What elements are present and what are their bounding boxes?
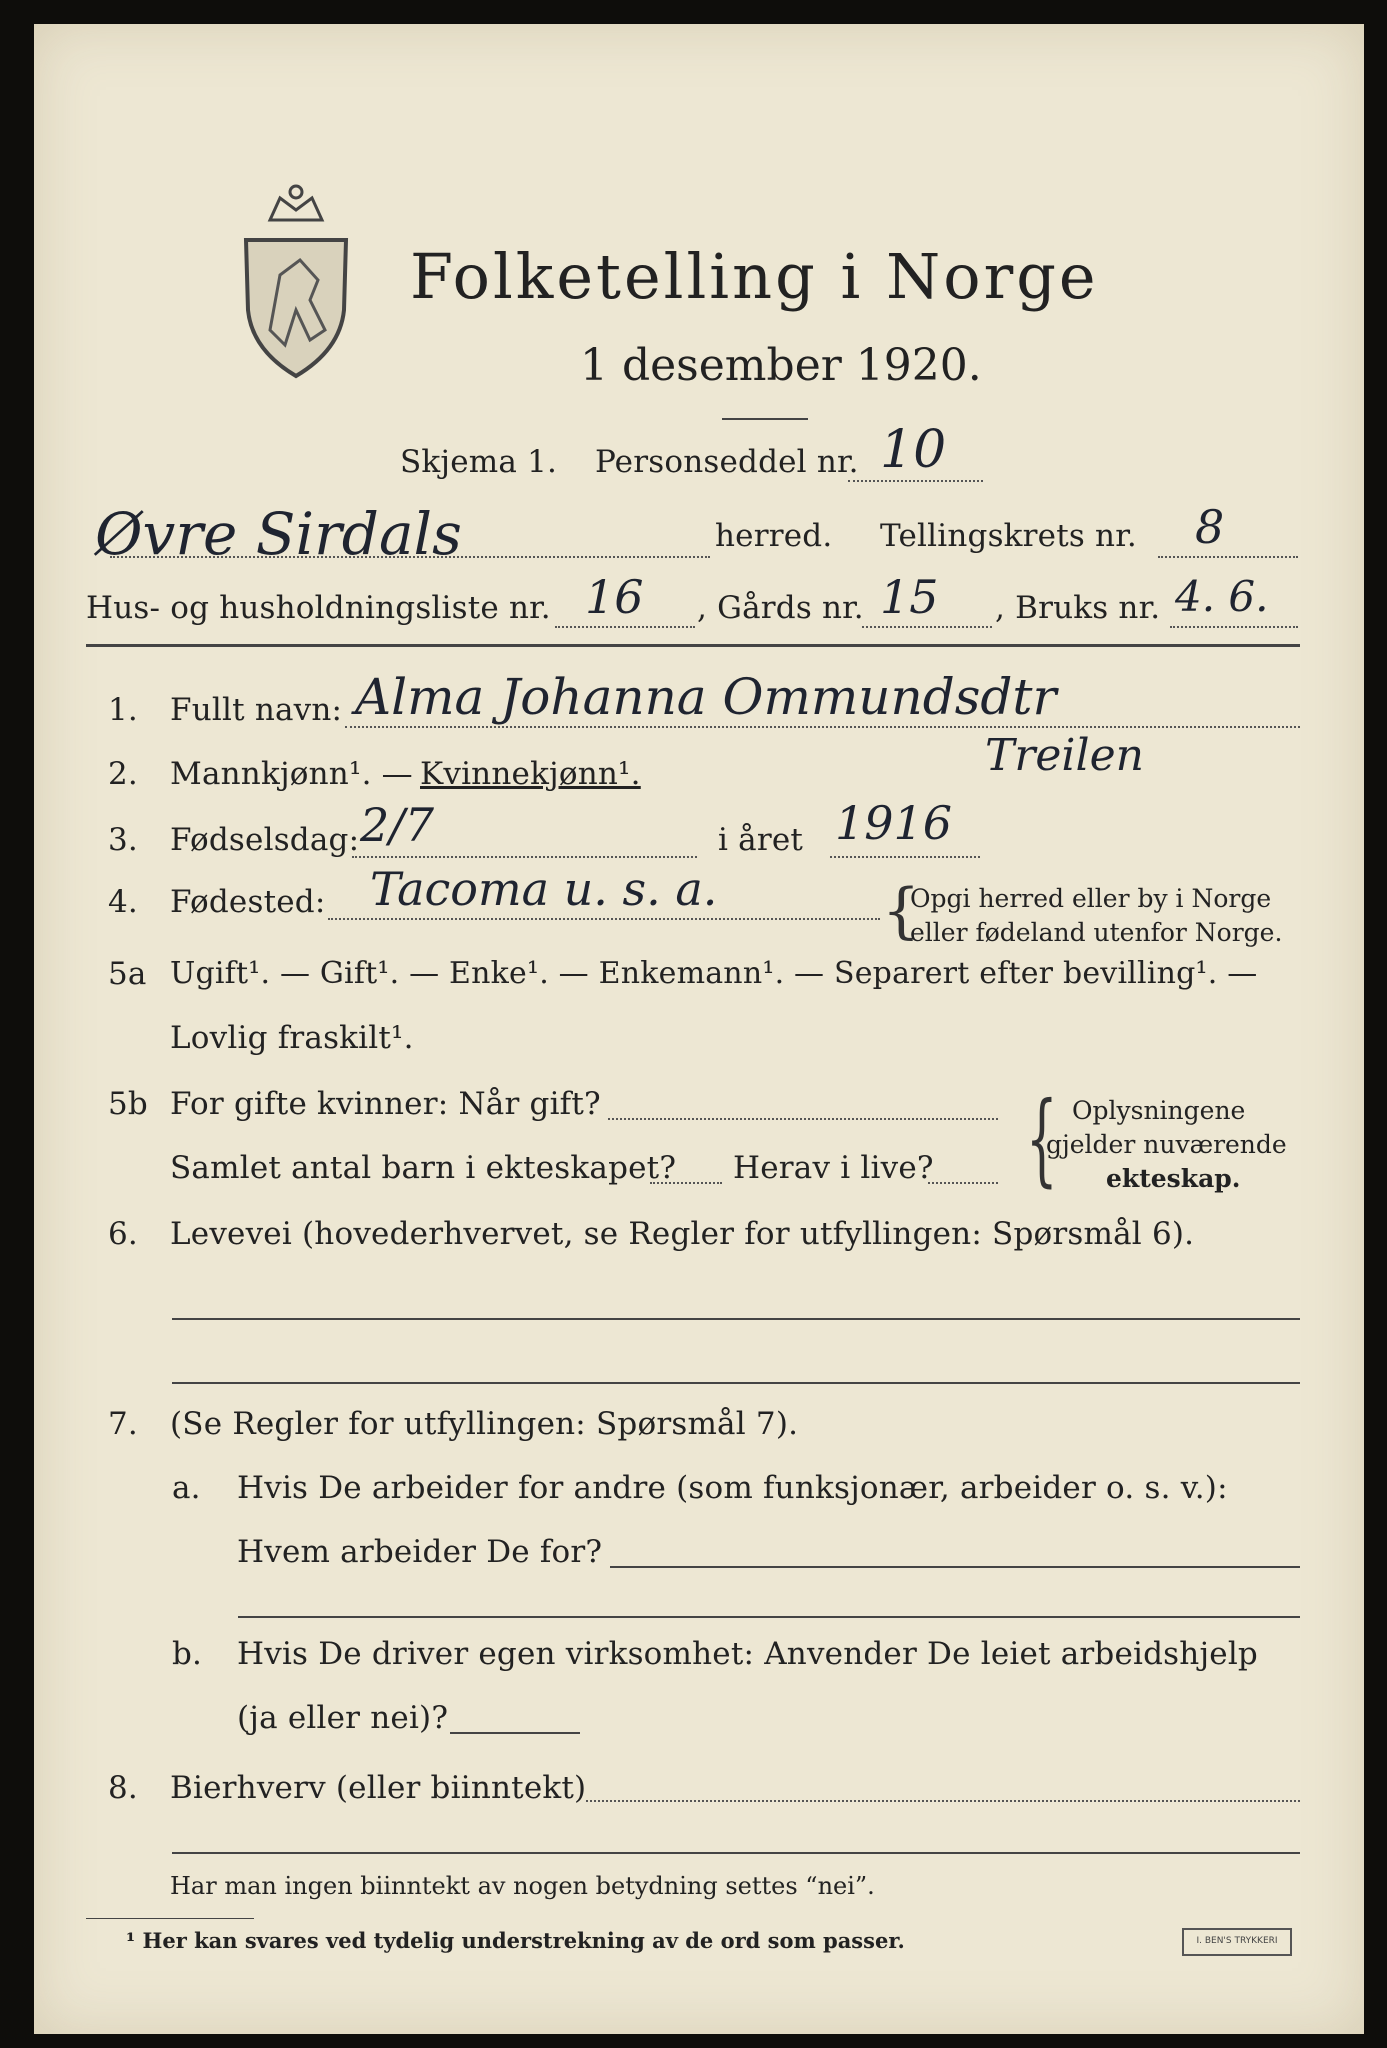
occupation-line-1[interactable] (172, 1318, 1300, 1320)
tellingskrets-value[interactable]: 8 (1195, 500, 1225, 554)
q4-label: Fødested: (170, 884, 326, 920)
q2-number: 2. (108, 756, 138, 792)
q3-year-label: i året (718, 822, 804, 858)
header-separator (86, 644, 1300, 647)
q5b-brace: { (1025, 1080, 1058, 1197)
footnote-rule (86, 1918, 254, 1919)
q7-number: 7. (108, 1406, 138, 1442)
q7-label: (Se Regler for utfyllingen: Spørsmål 7). (170, 1406, 799, 1442)
q7a-number: a. (172, 1470, 201, 1506)
birth-date-value[interactable]: 2/7 (360, 798, 435, 852)
full-name-value[interactable]: Alma Johanna Ommundsdtr (355, 668, 1057, 726)
husliste-value[interactable]: 16 (585, 570, 644, 624)
hired-help-line[interactable] (450, 1732, 580, 1734)
occupation-line-2[interactable] (172, 1382, 1300, 1384)
q1-number: 1. (108, 692, 138, 728)
q5b-married-when: For gifte kvinner: Når gift? (170, 1086, 601, 1122)
gards-label: , Gårds nr. (697, 590, 864, 626)
q3-number: 3. (108, 822, 138, 858)
side-income-line-2[interactable] (172, 1852, 1300, 1854)
q5b-children-label: Samlet antal barn i ekteskapet? (170, 1150, 677, 1186)
q4-number: 4. (108, 884, 138, 920)
birth-place-value[interactable]: Tacoma u. s. a. (370, 862, 718, 916)
q3-label: Fødselsdag: (170, 822, 360, 858)
q7a-line2: Hvem arbeider De for? (237, 1534, 603, 1570)
q4-note-line1: Opgi herred eller by i Norge (910, 884, 1272, 913)
footnote: ¹ Her kan svares ved tydelig understrekning av de ord som passer. (126, 1928, 905, 1953)
side-income-line[interactable] (586, 1800, 1300, 1802)
employer-line[interactable] (610, 1566, 1300, 1568)
bruks-label: , Bruks nr. (995, 590, 1161, 626)
tellingskrets-label: Tellingskrets nr. (880, 518, 1137, 554)
personseddel-number[interactable]: 10 (880, 420, 947, 480)
q7b-line1: Hvis De driver egen virksomhet: Anvender De leiet arbeidshjelp (237, 1636, 1258, 1672)
census-date: 1 desember 1920. (580, 340, 982, 391)
q5b-note1: Oplysningene (1072, 1096, 1246, 1125)
full-name-value-cont[interactable]: Treilen (985, 730, 1144, 781)
q7b-number: b. (172, 1636, 203, 1672)
marital-status-divorced[interactable]: Lovlig fraskilt¹. (170, 1020, 414, 1056)
q4-note-line2: eller fødeland utenfor Norge. (910, 918, 1283, 947)
birth-year-value[interactable]: 1916 (835, 796, 953, 850)
q8-note: Har man ingen biinntekt av nogen betydning settes “nei”. (170, 1872, 875, 1900)
gender-male-option[interactable]: Mannkjønn¹. — (170, 756, 413, 792)
q4-brace: { (882, 876, 921, 946)
q6-number: 6. (108, 1216, 138, 1252)
q7b-line2: (ja eller nei)? (237, 1700, 449, 1736)
herred-value[interactable]: Øvre Sirdals (95, 500, 462, 568)
q1-label: Fullt navn: (170, 692, 343, 728)
q5b-note3: ekteskap. (1106, 1164, 1241, 1193)
herred-label: herred. (715, 518, 833, 554)
q8-number: 8. (108, 1770, 138, 1806)
printer-mark: I. BEN'S TRYKKERI (1182, 1928, 1292, 1956)
form-label: Skjema 1. (400, 444, 558, 480)
norwegian-coat-of-arms-emblem (240, 180, 352, 380)
q7a-line1: Hvis De arbeider for andre (som funksjonær, arbeider o. s. v.): (237, 1470, 1228, 1506)
personseddel-label: Personseddel nr. (595, 444, 859, 480)
q6-label: Levevei (hovederhvervet, se Regler for utfyllingen: Spørsmål 6). (170, 1216, 1195, 1252)
husliste-label: Hus- og husholdningsliste nr. (86, 590, 551, 626)
employer-line-2[interactable] (238, 1616, 1300, 1618)
q5b-note2: gjelder nuværende (1046, 1130, 1287, 1159)
title-divider (722, 418, 808, 420)
q5b-number: 5b (108, 1086, 148, 1122)
marital-status-options[interactable]: Ugift¹. — Gift¹. — Enke¹. — Enkemann¹. — Separert efter bevilling¹. — (170, 956, 1258, 991)
form-title: Folketelling i Norge (410, 240, 1099, 313)
bruks-value[interactable]: 4. 6. (1175, 572, 1269, 621)
q5a-number: 5a (108, 956, 147, 992)
gards-value[interactable]: 15 (880, 570, 939, 624)
q8-label: Bierhverv (eller biinntekt) (170, 1770, 587, 1806)
q5b-alive-label: Herav i live? (733, 1150, 934, 1186)
gender-female-option[interactable]: Kvinnekjønn¹. (420, 756, 641, 792)
